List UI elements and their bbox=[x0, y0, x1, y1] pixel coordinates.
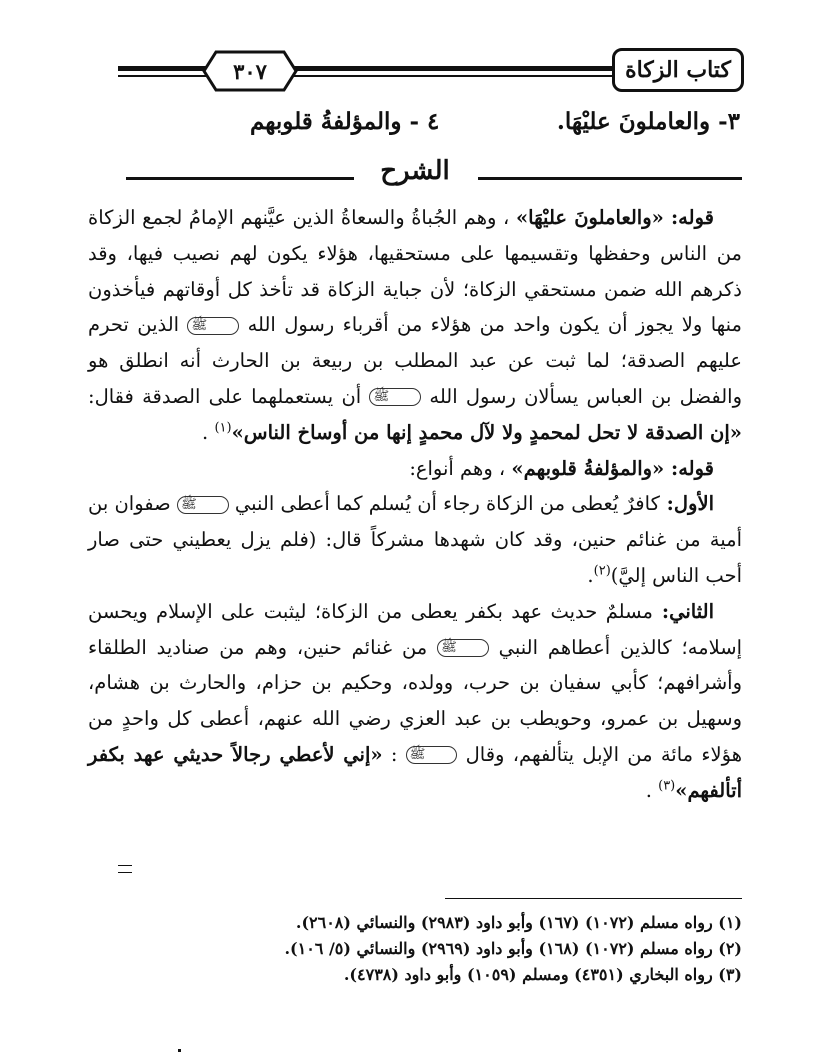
page-speck bbox=[178, 1049, 181, 1052]
quoted-phrase: «والعاملونَ عليْهَا» bbox=[515, 206, 664, 229]
text: . bbox=[587, 563, 594, 587]
text: . bbox=[645, 778, 659, 802]
section-rule-left bbox=[126, 177, 354, 180]
footnote-ref: (١) bbox=[214, 420, 232, 436]
section-title: الشرح bbox=[380, 156, 450, 186]
paragraph-second-type bbox=[88, 594, 742, 809]
lead: قوله: bbox=[663, 206, 714, 229]
page-number: ٣٠٧ bbox=[233, 58, 267, 84]
salla-icon: ﷺ bbox=[187, 317, 239, 335]
paragraph-first-type bbox=[88, 486, 742, 593]
hadith-text: «إن الصدقة لا تحل لمحمدٍ ولا لآل محمدٍ إنها من أوساخ الناس» bbox=[231, 420, 742, 444]
body-text bbox=[88, 200, 742, 809]
section-rule-right bbox=[478, 177, 742, 180]
text: أن يستعملهما على الصدقة فقال: bbox=[88, 384, 370, 408]
items-line bbox=[250, 108, 740, 148]
footnotes bbox=[250, 910, 742, 988]
item-3: ٣- والعاملونَ عليْهَا. bbox=[556, 108, 740, 135]
hadith-text: «إني لأعطي رجالاً حديثي عهد بكفر أتألفهم» bbox=[88, 742, 742, 802]
footnote-1: (١) رواه مسلم (١٠٧٢) (١٦٧) وأبو داود (٢٩٨٣) والنسائي (٢٦٠٨). bbox=[295, 913, 742, 932]
text: مسلمٌ حديث عهد بكفر يعطى من الزكاة؛ ليثبت على الإسلام ويحسن إسلامه؛ كالذين أعطاهم النبي bbox=[88, 599, 742, 659]
margin-mark bbox=[118, 865, 132, 873]
salla-icon: ﷺ bbox=[369, 388, 421, 406]
paragraph-hearts bbox=[88, 451, 742, 487]
footnote-2: (٢) رواه مسلم (١٠٧٢) (١٦٨) وأبو داود (٢٩٦٩) والنسائي (٥/ ١٠٦). bbox=[284, 939, 742, 958]
paragraph-workers bbox=[88, 200, 742, 451]
text: من غنائم حنين، وهم من صناديد الطلقاء وأشرافهم؛ كأبي سفيان بن حرب، وولده، وحكيم بن حزام، والحارث بن هشام، وسهيل بن عمرو، وحويطب بن عبد العزي رضي الله عنهم، أعطى كل واحدٍ من هؤلاء مائة من الإبل يتألفهم، وقال bbox=[88, 635, 742, 766]
footnote-ref: (٢) bbox=[593, 563, 611, 579]
text: صفوان بن أمية من غنائم حنين، وقد كان شهدها مشركاً قال: (فلم يزل يعطيني حتى صار أحب الناس إليَّ) bbox=[88, 492, 742, 587]
text: ، وهم الجُباةُ والسعاةُ الذين عيَّنهم الإمامُ لجمع الزكاة من الناس وحفظها وتقسيمها على مستحقيها، هؤلاء يكون لهم نصيب فيها، وقد ذكرهم الله ضمن مستحقي الزكاة؛ لأن جباية الزكاة قد تأخذ كل أوقاتهم فيأخذون منها ولا يجوز أن يكون واحد من هؤلاء من أقرباء رسول الله bbox=[88, 206, 742, 337]
salla-icon: ﷺ bbox=[406, 746, 458, 764]
text: : bbox=[382, 742, 406, 766]
footnote-3: (٣) رواه البخاري (٤٣٥١) ومسلم (١٠٥٩) وأبو داود (٤٧٣٨). bbox=[343, 965, 742, 984]
lead: الثاني: bbox=[652, 599, 714, 623]
footnote-ref: (٣) bbox=[658, 778, 676, 794]
salla-icon: ﷺ bbox=[177, 496, 229, 514]
book-title: كتاب الزكاة bbox=[612, 48, 744, 92]
footnote-rule bbox=[445, 898, 742, 899]
page-number-frame bbox=[202, 50, 298, 92]
text: . bbox=[202, 420, 215, 444]
quoted-phrase: «والمؤلفةُ قلوبهم» bbox=[511, 456, 665, 480]
salla-icon: ﷺ bbox=[437, 639, 489, 657]
running-header bbox=[118, 48, 744, 96]
text: الذين تحرم عليهم الصدقة؛ لما ثبت عن عبد المطلب بن ربيعة بن الحارث أنه انطلق هو والفضل بن العباس يسألان رسول الله bbox=[88, 313, 742, 408]
lead: قوله: bbox=[664, 456, 714, 480]
lead: الأول: bbox=[659, 492, 714, 516]
item-4: ٤ - والمؤلفةُ قلوبهم bbox=[250, 108, 440, 135]
text: كافرٌ يُعطى من الزكاة رجاء أن يُسلم كما أعطى النبي bbox=[228, 492, 660, 516]
text: ، وهم أنواع: bbox=[409, 456, 512, 480]
